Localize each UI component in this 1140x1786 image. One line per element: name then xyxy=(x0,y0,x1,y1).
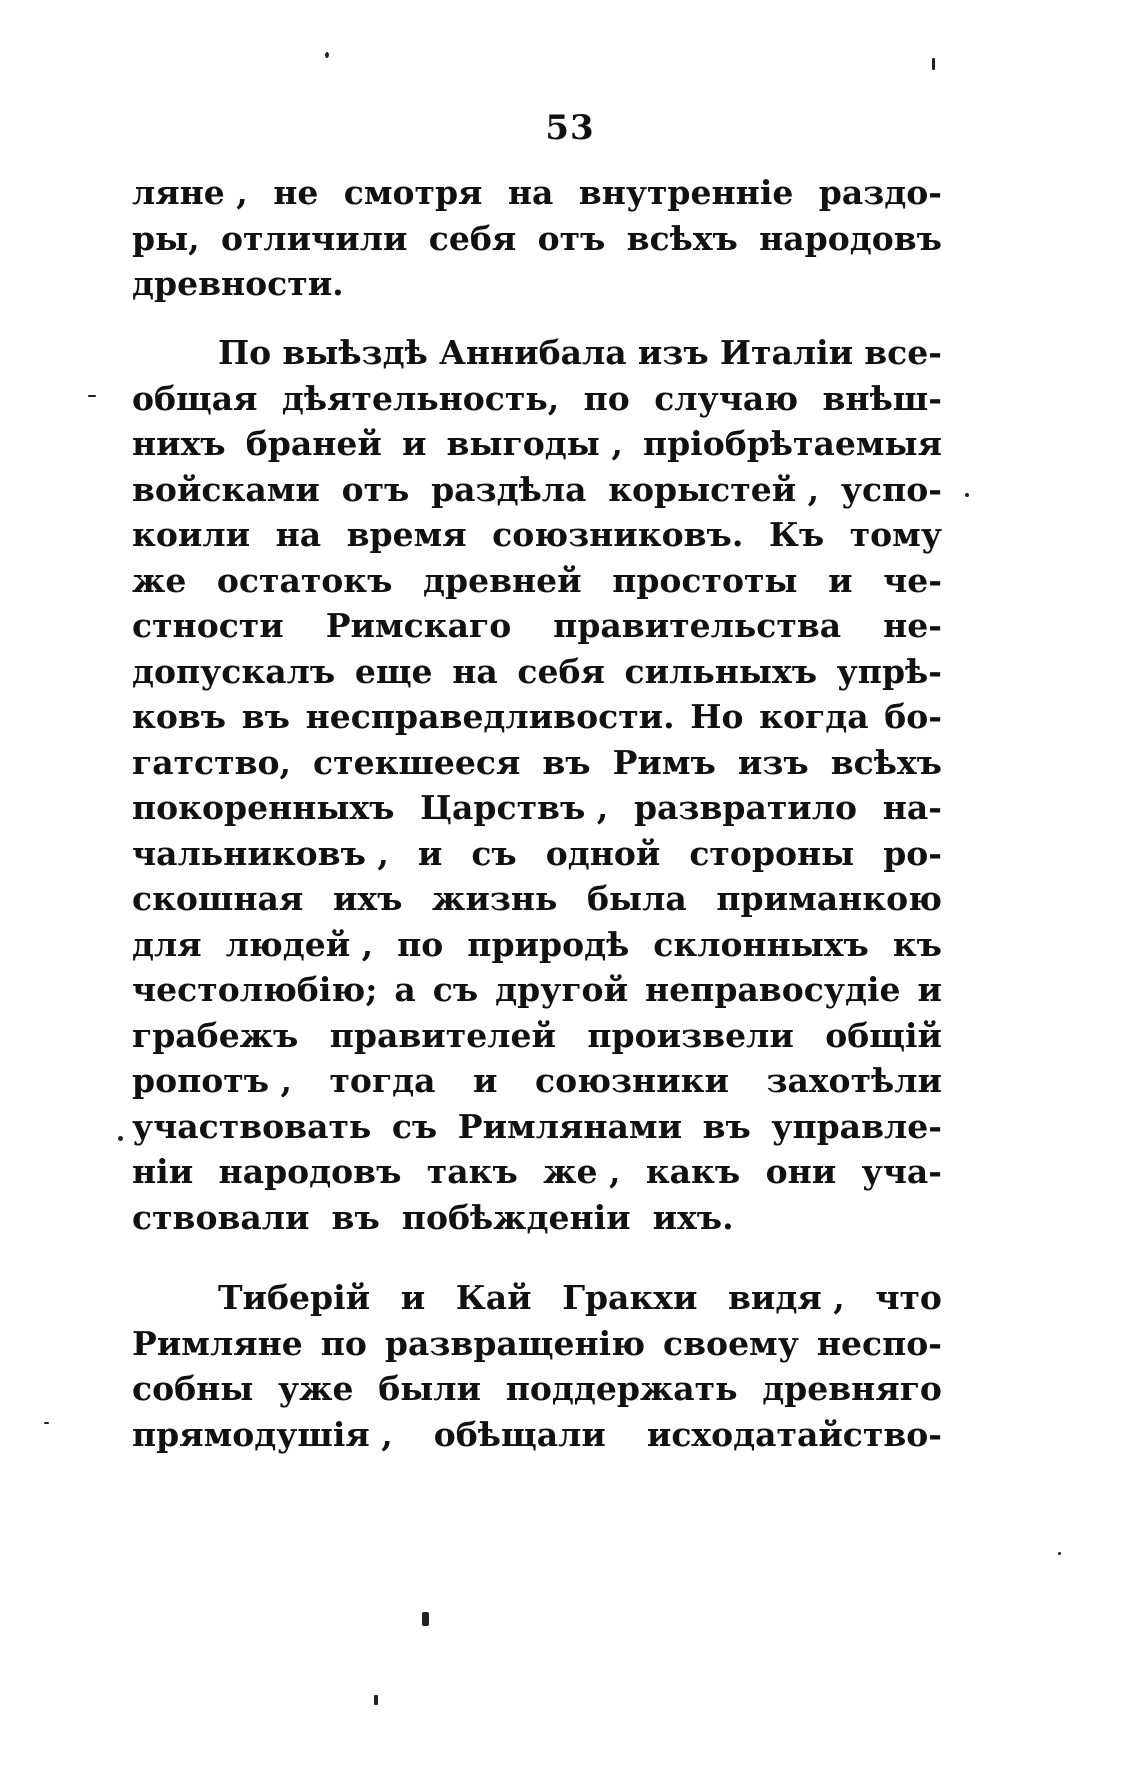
text-line xyxy=(132,649,942,695)
word: ропотъ , xyxy=(132,1061,292,1100)
word: произвели xyxy=(587,1015,794,1055)
word: видя , xyxy=(728,1278,845,1317)
word: въ xyxy=(331,1197,380,1237)
word: чальниковъ , xyxy=(132,833,389,873)
word: сильныхъ xyxy=(624,651,818,691)
text-line xyxy=(132,512,942,558)
text-line xyxy=(132,1321,942,1367)
word: себя xyxy=(428,218,517,258)
word: въ xyxy=(542,742,591,782)
word: войсками xyxy=(132,469,320,509)
text-line xyxy=(132,740,942,786)
word: союзники xyxy=(535,1061,729,1100)
word: пріобрѣтаемыя xyxy=(642,424,942,463)
word: коили xyxy=(132,515,251,554)
text-line xyxy=(132,1195,942,1241)
word: допускалъ xyxy=(132,651,336,691)
page-number: 53 xyxy=(545,108,595,148)
word: и xyxy=(473,1061,498,1100)
text-line xyxy=(132,261,942,307)
word: честолюбію; xyxy=(132,970,378,1009)
word: отъ xyxy=(537,218,606,258)
word: участвовать xyxy=(132,1106,372,1146)
word: себя xyxy=(517,651,605,691)
word: людей , xyxy=(225,924,374,964)
word: на- xyxy=(882,788,942,827)
word: что xyxy=(875,1278,942,1317)
word: на xyxy=(275,515,322,554)
word: ры, xyxy=(132,218,200,258)
text-line xyxy=(132,922,942,968)
word: и xyxy=(417,833,443,873)
word: смотря xyxy=(343,173,483,212)
word: а xyxy=(394,970,416,1009)
word: ковъ xyxy=(132,697,227,736)
word: нихъ xyxy=(132,424,226,463)
word: по xyxy=(320,1323,367,1363)
text-line xyxy=(132,967,942,1013)
word: Къ xyxy=(768,515,825,554)
word: жизнь xyxy=(432,879,558,918)
word: захотѣли xyxy=(766,1061,942,1100)
word: простоты xyxy=(612,560,798,600)
word: че- xyxy=(883,560,942,600)
word: еще xyxy=(354,651,433,691)
word: по xyxy=(583,378,630,418)
word: правительства xyxy=(553,606,842,645)
word: стности xyxy=(132,606,284,645)
word: ихъ. xyxy=(652,1197,734,1237)
word: для xyxy=(132,924,202,964)
word: народовъ xyxy=(759,218,942,258)
word: одной xyxy=(545,833,661,873)
word: Римскаго xyxy=(325,606,512,645)
word: и xyxy=(400,1278,426,1317)
word: тому xyxy=(849,515,942,554)
word: древняго xyxy=(762,1369,942,1408)
word: Царствъ , xyxy=(420,788,609,827)
word: была xyxy=(587,879,687,918)
word: Тиберій xyxy=(218,1278,371,1317)
word: въ xyxy=(702,1106,751,1146)
word: развратило xyxy=(633,788,858,827)
word: склонныхъ xyxy=(653,924,869,964)
word: ствовали xyxy=(132,1197,310,1237)
word: своему xyxy=(663,1323,799,1363)
word: Италіи xyxy=(719,333,854,372)
word: все- xyxy=(864,333,942,372)
scan-speck xyxy=(422,1612,429,1626)
word: не- xyxy=(883,606,942,645)
word: развращенію xyxy=(384,1323,646,1363)
scan-speck xyxy=(965,493,969,497)
word: древней xyxy=(423,560,582,600)
text-line xyxy=(132,694,942,740)
word: ніи xyxy=(132,1152,194,1191)
word: Гракхи xyxy=(562,1278,698,1317)
text-line xyxy=(132,831,942,877)
word: всѣхъ xyxy=(830,742,942,782)
word: уже xyxy=(278,1369,354,1408)
word: отличили xyxy=(220,218,408,258)
word: ро- xyxy=(883,833,942,873)
word: выѣздѣ xyxy=(282,333,428,372)
word: поддержать xyxy=(505,1369,738,1408)
text-line xyxy=(132,1275,942,1321)
word: Кай xyxy=(455,1278,532,1317)
text-line xyxy=(132,603,942,649)
word: дѣятельность, xyxy=(281,378,560,418)
word: внѣш- xyxy=(822,378,942,418)
scan-speck xyxy=(1058,1552,1061,1555)
word: другой xyxy=(495,970,629,1009)
word: время xyxy=(346,515,467,554)
text-line xyxy=(132,1104,942,1150)
word: скошная xyxy=(132,879,304,918)
word: всѣхъ xyxy=(626,218,738,258)
word: же , xyxy=(543,1152,621,1191)
word: неправосудіе xyxy=(645,970,901,1009)
word: стороны xyxy=(689,833,855,873)
text-line xyxy=(132,330,942,376)
word: гатство, xyxy=(132,742,292,782)
word: изъ xyxy=(737,742,809,782)
text-line xyxy=(132,1149,942,1195)
word: и xyxy=(917,970,942,1009)
word: и xyxy=(828,560,853,600)
paragraph-3 xyxy=(132,1275,942,1457)
word: приманкою xyxy=(716,879,942,918)
word: обѣщали xyxy=(433,1414,606,1454)
word: правителей xyxy=(329,1015,556,1055)
word: въ xyxy=(241,697,290,736)
word: ихъ xyxy=(332,879,403,918)
word: раздѣла xyxy=(431,469,587,509)
word: выгоды , xyxy=(446,424,623,463)
word: же xyxy=(132,560,187,600)
text-line xyxy=(132,785,942,831)
word: Аннибала xyxy=(438,333,627,372)
word: тогда xyxy=(329,1061,436,1100)
word: и xyxy=(401,424,427,463)
text-line xyxy=(132,558,942,604)
word: изъ xyxy=(637,333,709,372)
word: несправедливости. xyxy=(305,697,675,736)
word: по xyxy=(397,924,444,964)
word: они xyxy=(765,1152,837,1191)
word: не xyxy=(273,173,319,212)
word: успо- xyxy=(840,469,942,509)
word: ляне , xyxy=(132,173,248,212)
word: грабежъ xyxy=(132,1015,299,1055)
word: отъ xyxy=(341,469,410,509)
paragraph-2 xyxy=(132,330,942,1240)
word: браней xyxy=(245,424,382,463)
word: были xyxy=(378,1369,482,1408)
text-line xyxy=(132,1058,942,1104)
word: къ xyxy=(892,924,942,964)
word: собны xyxy=(132,1369,254,1408)
text-line xyxy=(132,1013,942,1059)
word: уча- xyxy=(861,1152,942,1191)
paragraph-1 xyxy=(132,170,942,307)
text-line xyxy=(132,467,942,513)
word: народовъ xyxy=(218,1152,402,1191)
word: на xyxy=(507,173,554,212)
scan-speck xyxy=(118,1136,123,1141)
word: прямодушія , xyxy=(132,1414,393,1454)
word: остатокъ xyxy=(216,560,393,600)
word: съ xyxy=(471,833,517,873)
word: По xyxy=(218,333,272,372)
word: съ xyxy=(391,1106,438,1146)
word: стекшееся xyxy=(313,742,521,782)
word: какъ xyxy=(645,1152,741,1191)
scan-speck xyxy=(44,1422,49,1424)
word: общая xyxy=(132,378,258,418)
text-line xyxy=(132,1366,942,1412)
word: случаю xyxy=(654,378,799,418)
word: управле- xyxy=(771,1106,942,1146)
word: неспо- xyxy=(816,1323,942,1363)
scan-speck xyxy=(88,395,96,397)
word: Римляне xyxy=(132,1323,303,1363)
word: съ xyxy=(432,970,479,1009)
word: общій xyxy=(825,1015,942,1055)
word: бо- xyxy=(884,697,942,736)
word: Римлянами xyxy=(457,1106,683,1146)
word: такъ xyxy=(426,1152,518,1191)
word: побѣжденіи xyxy=(401,1197,631,1237)
text-line xyxy=(132,1412,942,1458)
word: древности. xyxy=(132,264,344,303)
text-line xyxy=(132,216,942,262)
word: союзниковъ. xyxy=(492,515,744,554)
word: Но xyxy=(690,697,744,736)
text-line xyxy=(132,421,942,467)
text-line xyxy=(132,876,942,922)
scan-speck xyxy=(374,1695,378,1705)
text-line xyxy=(132,376,942,422)
word: упрѣ- xyxy=(836,651,942,691)
word: покоренныхъ xyxy=(132,788,395,827)
word: исходатайство- xyxy=(646,1414,942,1454)
word: когда xyxy=(759,697,869,736)
scan-speck xyxy=(932,58,935,70)
word: природѣ xyxy=(467,924,630,964)
word: внутренніе xyxy=(578,173,794,212)
word: корыстей , xyxy=(608,469,820,509)
scan-speck xyxy=(325,52,329,58)
word: раздо- xyxy=(818,173,942,212)
word: на xyxy=(452,651,498,691)
word: Римъ xyxy=(612,742,716,782)
text-line xyxy=(132,170,942,216)
